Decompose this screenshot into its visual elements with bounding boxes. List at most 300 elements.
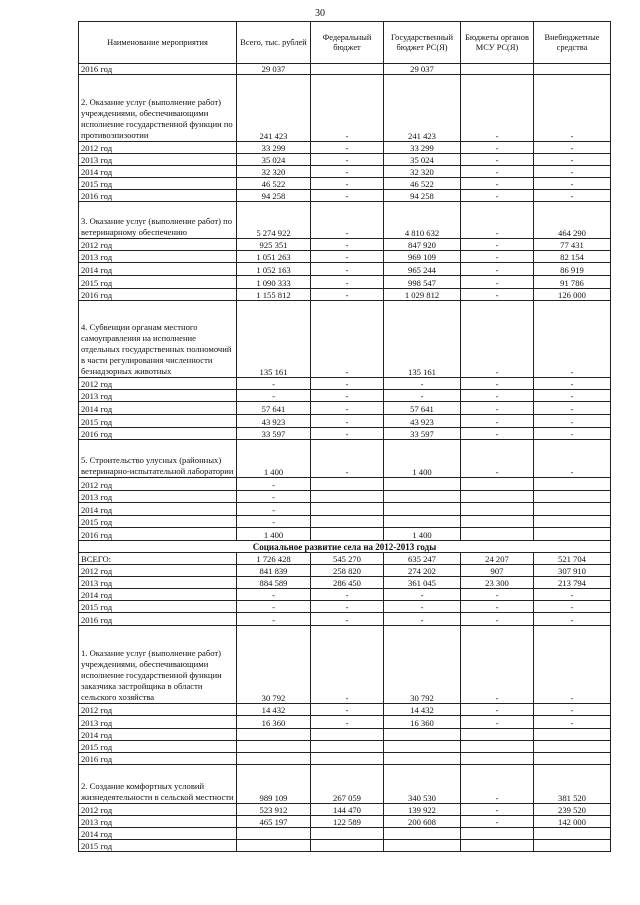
cell-state: - xyxy=(384,378,461,390)
col-header-total: Всего, тыс. рублей xyxy=(237,22,311,64)
cell-name: 2014 год xyxy=(79,166,237,178)
cell-offbudget xyxy=(534,64,611,75)
cell-name: 2012 год xyxy=(79,142,237,154)
cell-municipal xyxy=(461,64,534,75)
cell-offbudget: - xyxy=(534,716,611,729)
cell-total: 35 024 xyxy=(237,154,311,166)
table-row xyxy=(79,741,611,753)
table-row xyxy=(79,565,611,577)
cell-offbudget: 142 000 xyxy=(534,816,611,828)
cell-federal: - xyxy=(311,402,384,415)
table-row xyxy=(79,840,611,852)
cell-name: 4. Субвенции органам местного самоуправления на исполнение отдельных государственных полномочий в части регулирования численности безнадзорных животных xyxy=(79,301,237,378)
cell-municipal: 23 300 xyxy=(461,577,534,589)
cell-name: 2015 год xyxy=(79,415,237,428)
cell-offbudget: - xyxy=(534,626,611,704)
cell-municipal xyxy=(461,478,534,491)
cell-total: - xyxy=(237,601,311,613)
cell-name: 2016 год xyxy=(79,289,237,301)
cell-total xyxy=(237,753,311,765)
cell-total: - xyxy=(237,491,311,503)
cell-state xyxy=(384,729,461,741)
cell-total: 57 641 xyxy=(237,402,311,415)
table-row xyxy=(79,804,611,816)
cell-offbudget xyxy=(534,491,611,503)
table-row xyxy=(79,276,611,289)
cell-federal: - xyxy=(311,276,384,289)
cell-federal: - xyxy=(311,440,384,478)
cell-state: 969 109 xyxy=(384,251,461,263)
cell-total: 30 792 xyxy=(237,626,311,704)
cell-municipal xyxy=(461,528,534,541)
cell-name: 2013 год xyxy=(79,390,237,402)
cell-offbudget xyxy=(534,741,611,753)
col-header-federal: Федеральный бюджет xyxy=(311,22,384,64)
cell-name: 2. Создание комфортных условий жизнедеятельности в сельской местности xyxy=(79,765,237,804)
cell-state: 1 400 xyxy=(384,528,461,541)
cell-offbudget: - xyxy=(534,154,611,166)
cell-state: 30 792 xyxy=(384,626,461,704)
cell-name: 2014 год xyxy=(79,263,237,276)
cell-state: 340 530 xyxy=(384,765,461,804)
cell-name: 2014 год xyxy=(79,402,237,415)
cell-municipal xyxy=(461,516,534,528)
cell-state: 33 597 xyxy=(384,428,461,440)
cell-federal: - xyxy=(311,601,384,613)
cell-name: 1. Оказание услуг (выполнение работ) учреждениями, обеспечивающими исполнение государственной функции заказчика застройщика в области сельского хозяйства xyxy=(79,626,237,704)
col-header-name: Наименование мероприятия xyxy=(79,22,237,64)
table-row xyxy=(79,478,611,491)
cell-total: - xyxy=(237,589,311,601)
cell-state: 4 810 632 xyxy=(384,202,461,239)
budget-table xyxy=(78,21,611,852)
cell-offbudget: - xyxy=(534,390,611,402)
table-row xyxy=(79,202,611,239)
cell-municipal: - xyxy=(461,166,534,178)
cell-offbudget: 86 919 xyxy=(534,263,611,276)
table-row xyxy=(79,190,611,202)
cell-total: 135 161 xyxy=(237,301,311,378)
cell-total: 1 090 333 xyxy=(237,276,311,289)
cell-name: 2012 год xyxy=(79,804,237,816)
cell-name: 2. Оказание услуг (выполнение работ) учреждениями, обеспечивающими исполнение государственной функции по противоэпизоотии xyxy=(79,75,237,142)
cell-state: 35 024 xyxy=(384,154,461,166)
cell-total: 241 423 xyxy=(237,75,311,142)
cell-municipal xyxy=(461,753,534,765)
cell-name: 2013 год xyxy=(79,816,237,828)
cell-name: 2015 год xyxy=(79,601,237,613)
cell-federal: - xyxy=(311,289,384,301)
cell-offbudget: - xyxy=(534,589,611,601)
cell-federal: - xyxy=(311,390,384,402)
cell-name: 2015 год xyxy=(79,840,237,852)
cell-total: 16 360 xyxy=(237,716,311,729)
table-row xyxy=(79,613,611,626)
cell-name: 2013 год xyxy=(79,154,237,166)
table-row xyxy=(79,601,611,613)
cell-municipal: - xyxy=(461,415,534,428)
cell-municipal xyxy=(461,828,534,840)
cell-name: 2012 год xyxy=(79,704,237,716)
cell-state xyxy=(384,741,461,753)
table-row xyxy=(79,828,611,840)
cell-municipal: - xyxy=(461,202,534,239)
cell-name: ВСЕГО: xyxy=(79,553,237,565)
cell-state: 1 400 xyxy=(384,440,461,478)
cell-total: 925 351 xyxy=(237,239,311,251)
cell-name: 2016 год xyxy=(79,64,237,75)
cell-name: 2015 год xyxy=(79,276,237,289)
cell-offbudget: - xyxy=(534,166,611,178)
cell-federal: - xyxy=(311,142,384,154)
table-row xyxy=(79,716,611,729)
cell-municipal: - xyxy=(461,428,534,440)
cell-municipal: - xyxy=(461,589,534,601)
cell-federal: - xyxy=(311,704,384,716)
table-row xyxy=(79,378,611,390)
cell-state: 847 920 xyxy=(384,239,461,251)
cell-municipal: - xyxy=(461,716,534,729)
cell-state xyxy=(384,478,461,491)
cell-name: 2014 год xyxy=(79,503,237,516)
section-title: Социальное развитие села на 2012-2013 годы xyxy=(79,541,611,553)
cell-name: 2016 год xyxy=(79,428,237,440)
header-row xyxy=(79,22,611,64)
cell-offbudget: 381 520 xyxy=(534,765,611,804)
table-row xyxy=(79,263,611,276)
table-row xyxy=(79,589,611,601)
cell-offbudget: 307 910 xyxy=(534,565,611,577)
cell-municipal: - xyxy=(461,804,534,816)
cell-total: 5 274 922 xyxy=(237,202,311,239)
cell-state: 43 923 xyxy=(384,415,461,428)
cell-state: 29 037 xyxy=(384,64,461,75)
cell-offbudget: 91 786 xyxy=(534,276,611,289)
cell-municipal: - xyxy=(461,390,534,402)
table-row xyxy=(79,415,611,428)
cell-offbudget: 464 290 xyxy=(534,202,611,239)
col-header-state: Государственный бюджет РС(Я) xyxy=(384,22,461,64)
table-row xyxy=(79,816,611,828)
cell-total: - xyxy=(237,378,311,390)
cell-municipal: - xyxy=(461,601,534,613)
cell-offbudget xyxy=(534,729,611,741)
cell-total: 1 051 263 xyxy=(237,251,311,263)
cell-federal: - xyxy=(311,415,384,428)
cell-federal xyxy=(311,516,384,528)
cell-federal: - xyxy=(311,166,384,178)
cell-offbudget: - xyxy=(534,75,611,142)
cell-total: 14 432 xyxy=(237,704,311,716)
cell-total: 32 320 xyxy=(237,166,311,178)
cell-municipal: - xyxy=(461,378,534,390)
cell-state xyxy=(384,840,461,852)
cell-federal: - xyxy=(311,301,384,378)
cell-offbudget: - xyxy=(534,402,611,415)
cell-state: 32 320 xyxy=(384,166,461,178)
cell-offbudget: 126 000 xyxy=(534,289,611,301)
cell-offbudget xyxy=(534,503,611,516)
cell-federal: - xyxy=(311,613,384,626)
cell-municipal xyxy=(461,503,534,516)
cell-municipal: - xyxy=(461,402,534,415)
cell-name: 2015 год xyxy=(79,741,237,753)
cell-name: 2015 год xyxy=(79,178,237,190)
cell-name: 2014 год xyxy=(79,828,237,840)
cell-municipal: - xyxy=(461,75,534,142)
cell-total xyxy=(237,840,311,852)
table-row xyxy=(79,528,611,541)
table-row xyxy=(79,154,611,166)
cell-state: - xyxy=(384,589,461,601)
cell-municipal: - xyxy=(461,154,534,166)
cell-municipal: - xyxy=(461,178,534,190)
cell-total: - xyxy=(237,503,311,516)
cell-state xyxy=(384,503,461,516)
cell-total: 841 839 xyxy=(237,565,311,577)
cell-state: 14 432 xyxy=(384,704,461,716)
table-row xyxy=(79,503,611,516)
cell-municipal: - xyxy=(461,142,534,154)
cell-federal: - xyxy=(311,154,384,166)
cell-total: 884 589 xyxy=(237,577,311,589)
cell-offbudget xyxy=(534,528,611,541)
cell-federal: - xyxy=(311,251,384,263)
cell-municipal: - xyxy=(461,239,534,251)
cell-total: 989 109 xyxy=(237,765,311,804)
cell-federal: - xyxy=(311,239,384,251)
cell-total: 465 197 xyxy=(237,816,311,828)
cell-municipal xyxy=(461,840,534,852)
cell-federal xyxy=(311,753,384,765)
cell-state: 46 522 xyxy=(384,178,461,190)
cell-total: - xyxy=(237,613,311,626)
cell-federal: 144 470 xyxy=(311,804,384,816)
cell-federal: - xyxy=(311,178,384,190)
cell-offbudget: 77 431 xyxy=(534,239,611,251)
cell-name: 3. Оказание услуг (выполнение работ) по ветеринарному обеспечению xyxy=(79,202,237,239)
cell-offbudget: - xyxy=(534,190,611,202)
cell-offbudget xyxy=(534,828,611,840)
cell-federal: - xyxy=(311,190,384,202)
cell-state: 135 161 xyxy=(384,301,461,378)
cell-federal: - xyxy=(311,263,384,276)
cell-state xyxy=(384,753,461,765)
cell-federal: 545 270 xyxy=(311,553,384,565)
cell-federal: - xyxy=(311,428,384,440)
cell-federal xyxy=(311,729,384,741)
cell-total: 1 400 xyxy=(237,440,311,478)
cell-offbudget xyxy=(534,840,611,852)
cell-federal: - xyxy=(311,202,384,239)
cell-federal: - xyxy=(311,716,384,729)
cell-state: 33 299 xyxy=(384,142,461,154)
cell-total: 43 923 xyxy=(237,415,311,428)
cell-municipal: - xyxy=(461,276,534,289)
table-row xyxy=(79,239,611,251)
cell-municipal: - xyxy=(461,301,534,378)
cell-federal: 286 450 xyxy=(311,577,384,589)
cell-state: 57 641 xyxy=(384,402,461,415)
cell-municipal xyxy=(461,729,534,741)
cell-name: 2012 год xyxy=(79,478,237,491)
cell-municipal: - xyxy=(461,440,534,478)
table-row xyxy=(79,491,611,503)
cell-total: 1 726 428 xyxy=(237,553,311,565)
cell-offbudget xyxy=(534,753,611,765)
cell-name: 2013 год xyxy=(79,577,237,589)
cell-offbudget: - xyxy=(534,142,611,154)
table-row xyxy=(79,704,611,716)
cell-state xyxy=(384,491,461,503)
cell-name: 2016 год xyxy=(79,753,237,765)
cell-total: - xyxy=(237,478,311,491)
cell-total: 46 522 xyxy=(237,178,311,190)
table-row xyxy=(79,166,611,178)
table-row xyxy=(79,765,611,804)
table-row xyxy=(79,753,611,765)
cell-federal: - xyxy=(311,589,384,601)
cell-federal: - xyxy=(311,75,384,142)
cell-offbudget: - xyxy=(534,601,611,613)
cell-name: 2012 год xyxy=(79,239,237,251)
cell-total: 523 912 xyxy=(237,804,311,816)
cell-total: - xyxy=(237,516,311,528)
cell-state: 361 045 xyxy=(384,577,461,589)
cell-total: 29 037 xyxy=(237,64,311,75)
table-row xyxy=(79,626,611,704)
cell-state: - xyxy=(384,613,461,626)
cell-federal xyxy=(311,478,384,491)
cell-total xyxy=(237,729,311,741)
table-row xyxy=(79,178,611,190)
cell-state: 1 029 812 xyxy=(384,289,461,301)
cell-offbudget: - xyxy=(534,301,611,378)
cell-offbudget: - xyxy=(534,415,611,428)
cell-state: 16 360 xyxy=(384,716,461,729)
cell-municipal xyxy=(461,741,534,753)
cell-total: 1 155 812 xyxy=(237,289,311,301)
table-body xyxy=(79,64,611,852)
table-row xyxy=(79,75,611,142)
cell-total: 1 052 163 xyxy=(237,263,311,276)
cell-offbudget: - xyxy=(534,704,611,716)
cell-total: 1 400 xyxy=(237,528,311,541)
col-header-offbudget: Внебюджетные средства xyxy=(534,22,611,64)
cell-municipal: - xyxy=(461,613,534,626)
cell-total xyxy=(237,828,311,840)
cell-federal: - xyxy=(311,378,384,390)
table-row xyxy=(79,516,611,528)
cell-state: - xyxy=(384,390,461,402)
cell-municipal: - xyxy=(461,765,534,804)
cell-state: 94 258 xyxy=(384,190,461,202)
cell-offbudget: - xyxy=(534,613,611,626)
cell-total: 33 597 xyxy=(237,428,311,440)
cell-offbudget: - xyxy=(534,428,611,440)
cell-state: 965 244 xyxy=(384,263,461,276)
table-row xyxy=(79,553,611,565)
section-row xyxy=(79,541,611,553)
cell-offbudget: - xyxy=(534,378,611,390)
page-number: 30 xyxy=(315,8,325,19)
cell-federal xyxy=(311,840,384,852)
table-row xyxy=(79,64,611,75)
cell-municipal: - xyxy=(461,704,534,716)
cell-name: 2013 год xyxy=(79,716,237,729)
cell-offbudget: 239 520 xyxy=(534,804,611,816)
cell-name: 2015 год xyxy=(79,516,237,528)
cell-total: 33 299 xyxy=(237,142,311,154)
table-row xyxy=(79,402,611,415)
cell-federal: 122 589 xyxy=(311,816,384,828)
table-row xyxy=(79,440,611,478)
cell-name: 2014 год xyxy=(79,729,237,741)
cell-federal xyxy=(311,828,384,840)
table-row xyxy=(79,289,611,301)
cell-state: 274 202 xyxy=(384,565,461,577)
cell-federal: - xyxy=(311,626,384,704)
cell-state xyxy=(384,828,461,840)
cell-municipal: - xyxy=(461,816,534,828)
cell-name: 5. Строительство улусных (районных) ветеринарно-испытательной лаборатории xyxy=(79,440,237,478)
cell-municipal xyxy=(461,491,534,503)
cell-municipal: - xyxy=(461,251,534,263)
table-row xyxy=(79,390,611,402)
cell-name: 2014 год xyxy=(79,589,237,601)
cell-federal xyxy=(311,64,384,75)
cell-state: 998 547 xyxy=(384,276,461,289)
cell-name: 2012 год xyxy=(79,378,237,390)
cell-name: 2013 год xyxy=(79,251,237,263)
table-row xyxy=(79,301,611,378)
cell-municipal: 24 207 xyxy=(461,553,534,565)
cell-offbudget: 213 794 xyxy=(534,577,611,589)
table-row xyxy=(79,251,611,263)
cell-municipal: - xyxy=(461,263,534,276)
cell-federal: 258 820 xyxy=(311,565,384,577)
cell-federal xyxy=(311,741,384,753)
cell-offbudget: 82 154 xyxy=(534,251,611,263)
cell-state: - xyxy=(384,601,461,613)
table-row xyxy=(79,577,611,589)
cell-offbudget: - xyxy=(534,178,611,190)
cell-offbudget: - xyxy=(534,440,611,478)
cell-name: 2012 год xyxy=(79,565,237,577)
table-row xyxy=(79,428,611,440)
cell-name: 2013 год xyxy=(79,491,237,503)
col-header-municipal: Бюджеты органов МСУ РС(Я) xyxy=(461,22,534,64)
cell-name: 2016 год xyxy=(79,613,237,626)
cell-federal xyxy=(311,528,384,541)
cell-state: 200 608 xyxy=(384,816,461,828)
cell-municipal: - xyxy=(461,289,534,301)
cell-name: 2016 год xyxy=(79,528,237,541)
cell-total: 94 258 xyxy=(237,190,311,202)
cell-municipal: - xyxy=(461,626,534,704)
cell-federal xyxy=(311,491,384,503)
cell-federal: 267 059 xyxy=(311,765,384,804)
cell-total: - xyxy=(237,390,311,402)
cell-state xyxy=(384,516,461,528)
cell-federal xyxy=(311,503,384,516)
cell-total xyxy=(237,741,311,753)
cell-municipal: - xyxy=(461,190,534,202)
cell-offbudget: 521 704 xyxy=(534,553,611,565)
cell-state: 139 922 xyxy=(384,804,461,816)
table-row xyxy=(79,142,611,154)
cell-state: 241 423 xyxy=(384,75,461,142)
